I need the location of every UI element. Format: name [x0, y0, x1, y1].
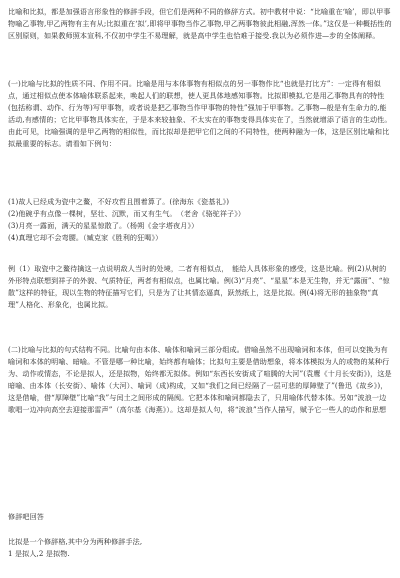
section-two-text: (二)比喻与比拟的句式结构不同。比喻句由本体、喻体和喻词三部分组成。借喻虽然不出现喻词和本体，但可以变换为有喻词和本体的明喻、暗喻。不管是哪一种比喻，始终都有喻体；比拟句主要是借助想象，将本体模拟为人的或物的某种行为、动作或情态，不论是拟人，还是拟物，始终都无拟体。例如“东西长安街成了喧腾的大河”(袁鹰《十月长安街》)，这是暗喻、由本体（长安街）、喻体（大河）、喻词（成)构成，又如“我们之间已经隔了一层可悲的厚障壁了”(鲁迅《故乡》)，这是借喻，借“厚障壁”比喻“我”与闰土之间形成的隔阂。它把本体和喻词都隐去了，只用喻体代替本体。另如“波浪一边歌唱一边冲向高空去迎接那雷声”（高尔基《海燕》）。这却是拟人句，将“波浪”当作人描写，赋予它一些人的动作和思想 — [8, 345, 392, 415]
reply-header-text: 修辞吧回答 — [8, 512, 44, 521]
section-one-text: (一)比喻与比拟的性质不同、作用不同。比喻是用与本体事物有相似点的另一事物作比“也就是打比方”：一定得有相似点，通过相似点使本体喻体联系起来，唤起人们的联想，使人更具体地感知事物。比拟即模拟,它是用乙事物具有的特性(包括称谓、动作、行为等)写甲事物，或者说是把乙事物当作甲事物的特性”强加于甲事物。乙事物—般是有生命力的,能活动,有感情的；它比甲事物具体实在，于是本来较抽象、不太实在的事物变得具体实在了，当然就增添了语言的生动性。由此可见，比喻强调的是甲乙两物的相似性，而比拟却是把甲它们之间的不同特性，使两种融为一体，这是区别比喻和比拟最重要的标志。请看如下例句： — [8, 79, 392, 149]
section-one-paragraph — [8, 78, 392, 151]
intro-paragraph — [8, 6, 392, 42]
reply-body — [8, 536, 392, 560]
example-sentence-3: (3)月亮一露面，满天的星星惊散了。（杨朔《金字塔夜月》） — [8, 221, 199, 231]
intro-text: 比喻和比拟，都是加强语言形象性的修辞手段，但它们是两种不同的修辞方式。初中教材中说：“比喻重在‘喻’，即以甲事物喻乙事物,甲乙两物有主有从;比拟重在‘拟’,即将甲事物当作乙事物,甲乙两事物彼此相融,浑然一体。”这仅是一种概括性的区别原则，如果教师照本宣科,不仅初中学生不易理解，就是高中学生也恰难于接受.我以为必须作进—步的全体阐释。 — [8, 7, 392, 41]
example-sentence-1: (1)故人已经成为瓷中之鳌，不好攻哲且围着算了。(徐海东《瓷基礼》) — [8, 197, 230, 206]
analysis-paragraph — [8, 263, 392, 311]
reply-body-text: 比拟是一个修辞格,其中分为两种修辞手法, — [8, 537, 143, 546]
example-sentence-4: (4)真理它却不会弯腰。（臧克家《胜利的狂喝》） — [8, 233, 163, 243]
analysis-text: 例（1）取瓷中之鳌待擒这一点说明敌人当时的处境，二者有相似点， 能给人具体形象的感受，这是比喻。例(2)从树的外形特点联想到祥子的外貌、气质特征，两者有相似点，也属比喻。例(3)“月亮”、“星星”本是无生物，并无“露面”、“惊散”这样的特征，现以生物的特征描写它们，只是为了让其情态逼真，跃然纸上，这是比拟。例(4)将无形的抽象物“真理”人格化、形象化，也属比拟。 — [8, 264, 390, 310]
reply-header — [8, 511, 392, 523]
example-sentence-2: (2)他碗乎有点像一棵树，坚壮、沉默，而又有生气。 （老舍《骆驼祥子》） — [8, 209, 246, 219]
example-list — [8, 196, 392, 244]
section-two-paragraph — [8, 344, 392, 417]
reply-items-text: 1 是拟人,2 是拟物. — [8, 549, 70, 559]
